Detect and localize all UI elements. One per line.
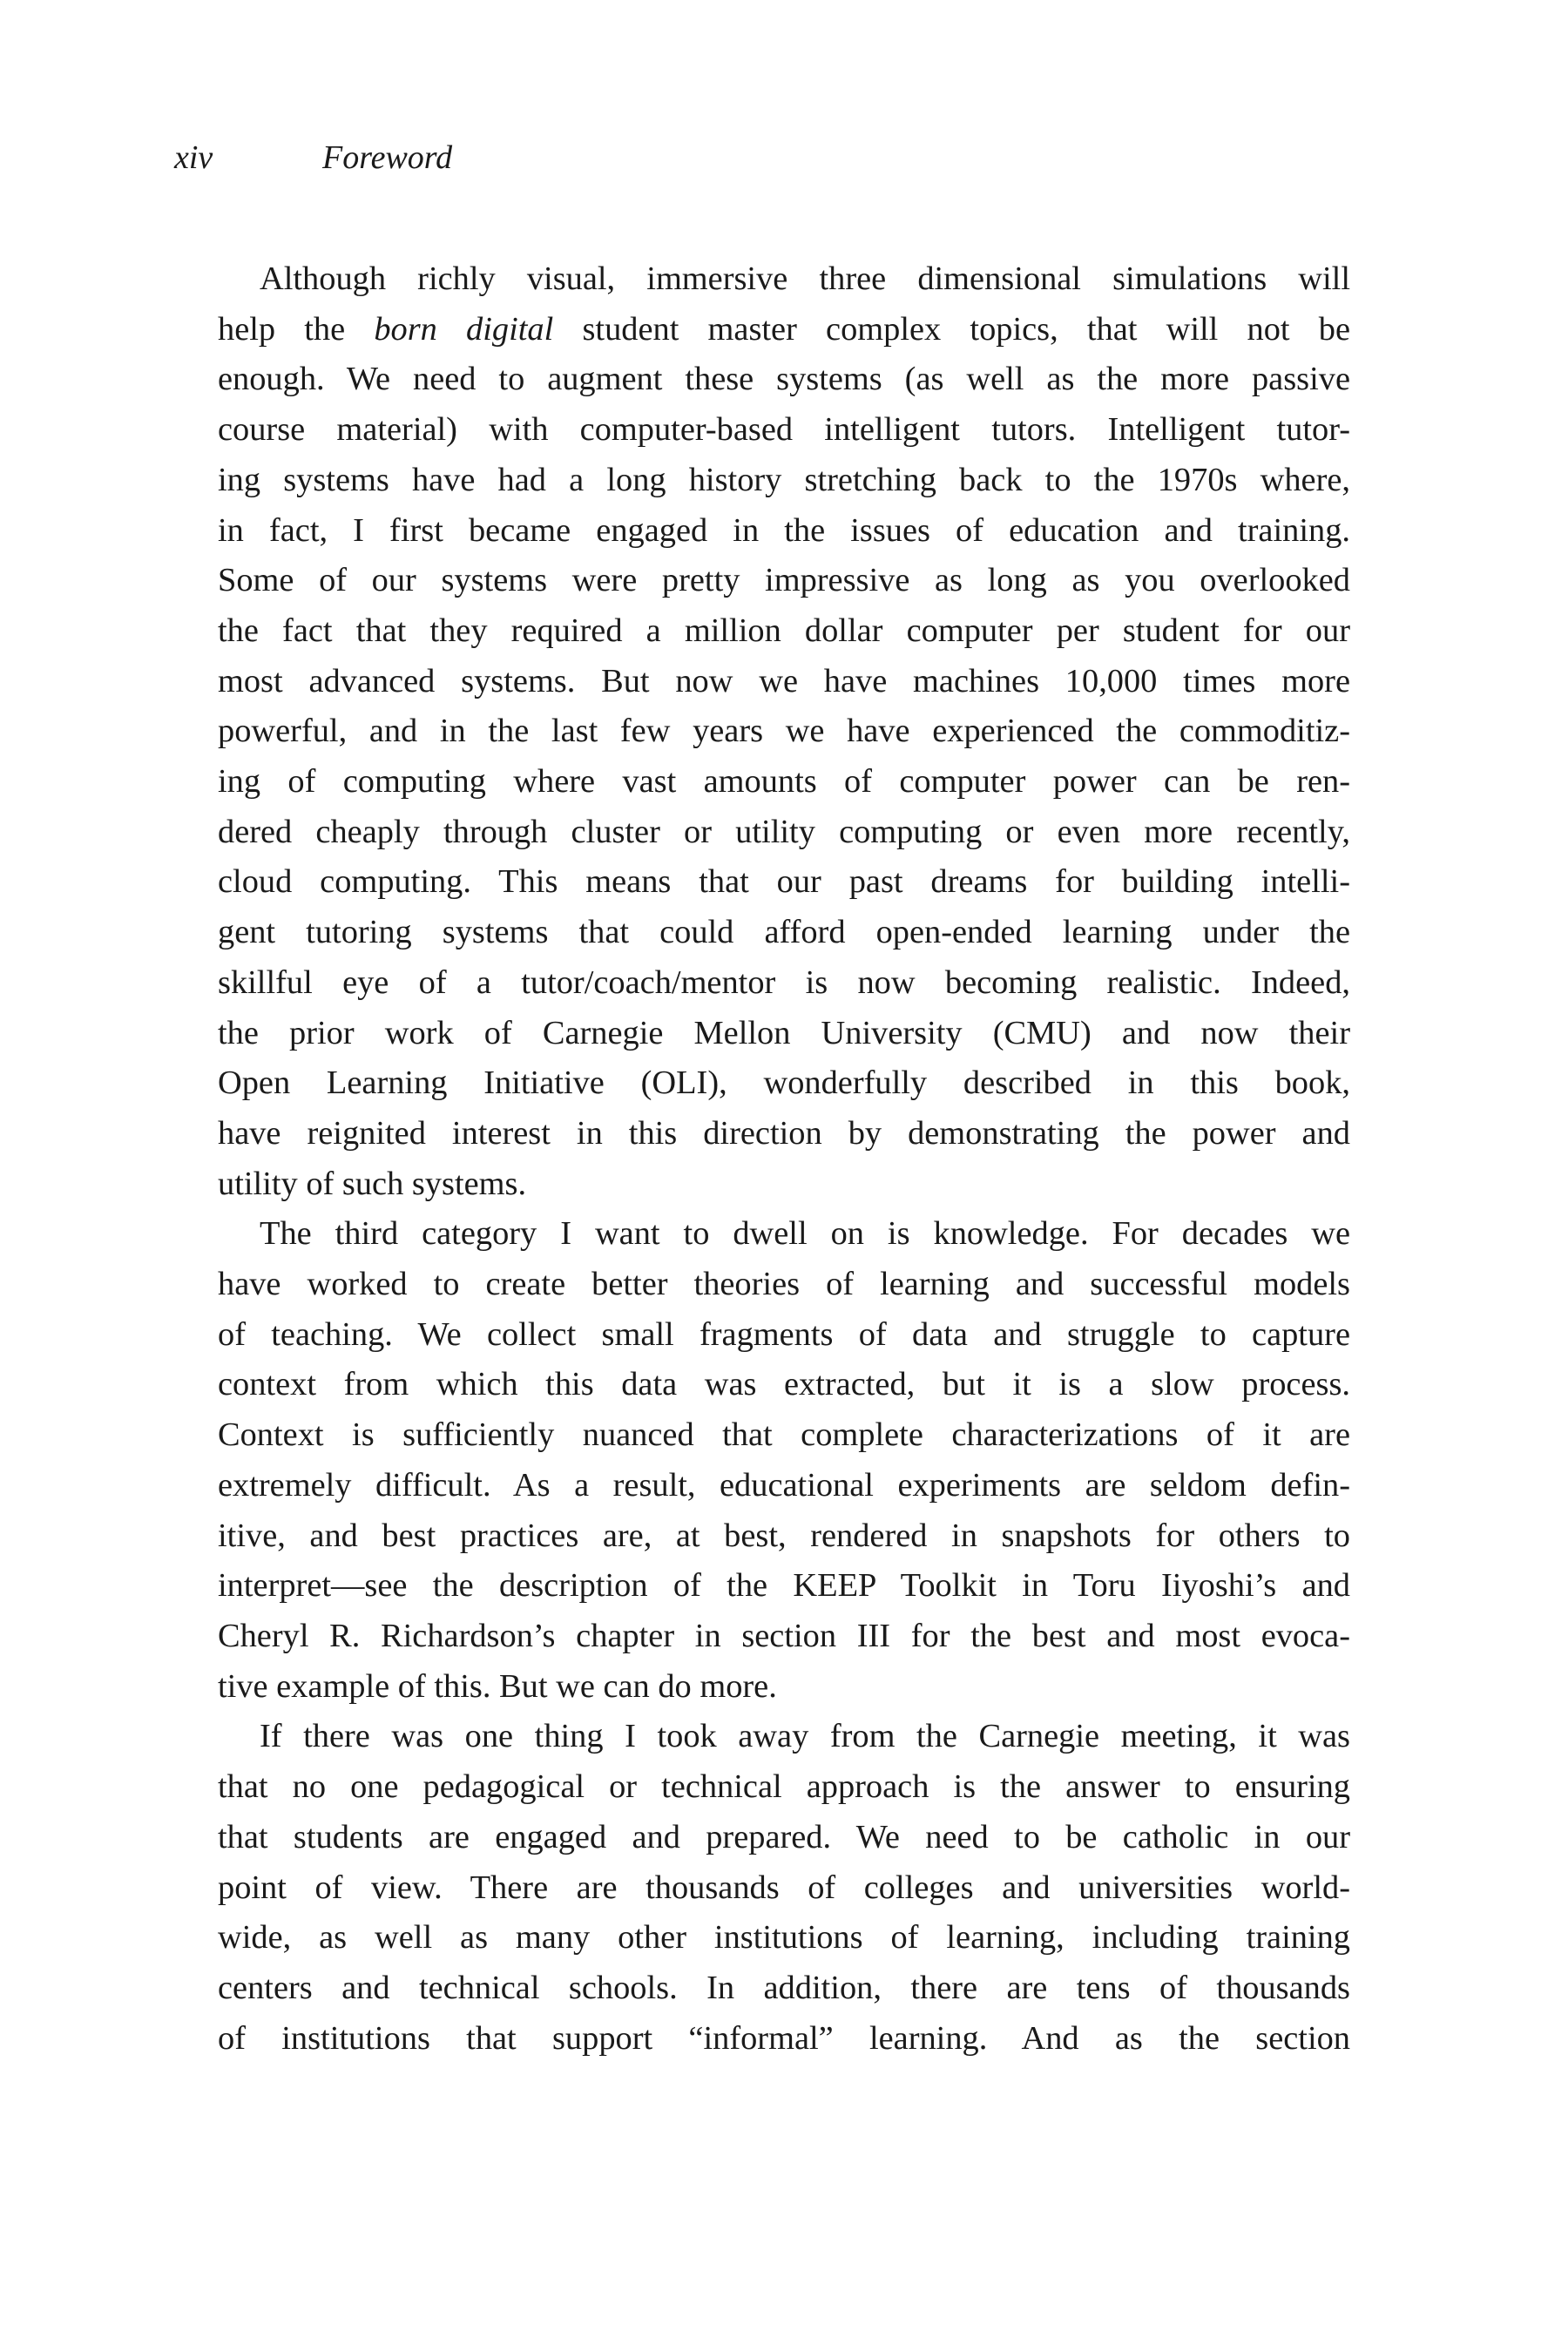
text-line: most advanced systems. But now we have machines 10,000 times more xyxy=(218,662,1350,700)
text-line: The third category I want to dwell on is knowledge. For decades we xyxy=(260,1215,1350,1253)
emphasis: born digital xyxy=(374,310,554,348)
text-line: enough. We need to augment these systems (as well as the more passive xyxy=(218,361,1350,398)
running-head-title: Foreword xyxy=(322,139,453,176)
text-line: skillful eye of a tutor/coach/mentor is now becoming realistic. Indeed, xyxy=(218,963,1350,1001)
text-line: Context is sufficiently nuanced that complete characterizations of it are xyxy=(218,1416,1350,1454)
text-line: in fact, I first became engaged in the issues of education and training. xyxy=(218,511,1350,549)
text-line: Although richly visual, immersive three dimensional simulations will xyxy=(260,260,1350,297)
text-line: centers and technical schools. In addition, there are tens of thousands xyxy=(218,1969,1350,2006)
text-line: cloud computing. This means that our past dreams for building intelli- xyxy=(218,863,1350,901)
text-line: ing systems have had a long history stretching back to the 1970s where, xyxy=(218,461,1350,498)
text-line: wide, as well as many other institutions of learning, including training xyxy=(218,1919,1350,1957)
text-line: gent tutoring systems that could afford open-ended learning under the xyxy=(218,914,1350,951)
text-line: of institutions that support “informal” learning. And as the section xyxy=(218,2019,1350,2057)
text-line: dered cheaply through cluster or utility computing or even more recently, xyxy=(218,813,1350,850)
paragraph xyxy=(218,254,1350,1209)
text-line: extremely difficult. As a result, educational experiments are seldom defin- xyxy=(218,1466,1350,1504)
text-line: that no one pedagogical or technical approach is the answer to ensuring xyxy=(218,1768,1350,1806)
text-line: If there was one thing I took away from the Carnegie meeting, it was xyxy=(260,1718,1350,1755)
text-line: that students are engaged and prepared. We need to be catholic in our xyxy=(218,1818,1350,1855)
text-line: context from which this data was extracted, but it is a slow process. xyxy=(218,1366,1350,1403)
text-line: have worked to create better theories of learning and successful models xyxy=(218,1266,1350,1303)
text-line: point of view. There are thousands of colleges and universities world- xyxy=(218,1869,1350,1906)
body-text xyxy=(218,254,1350,2064)
page-number: xiv xyxy=(174,139,213,176)
paragraph xyxy=(218,1209,1350,1712)
text-line: of teaching. We collect small fragments of data and struggle to capture xyxy=(218,1315,1350,1353)
paragraph xyxy=(218,1712,1350,2064)
text-line: the prior work of Carnegie Mellon University (CMU) and now their xyxy=(218,1014,1350,1051)
text-line: Cheryl R. Richardson’s chapter in section III for the best and most evoca- xyxy=(218,1617,1350,1654)
text-line: course material) with computer-based intelligent tutors. Intelligent tutor- xyxy=(218,411,1350,449)
text-line: Open Learning Initiative (OLI), wonderfully described in this book, xyxy=(218,1064,1350,1102)
text-line: powerful, and in the last few years we have experienced the commoditiz- xyxy=(218,713,1350,750)
text-line: have reignited interest in this direction by demonstrating the power and xyxy=(218,1114,1350,1152)
running-head xyxy=(174,141,452,174)
text-line: itive, and best practices are, at best, rendered in snapshots for others to xyxy=(218,1517,1350,1554)
text-line: utility of such systems. xyxy=(218,1165,527,1202)
text-line: tive example of this. But we can do more. xyxy=(218,1667,777,1705)
text-line: help the born digital student master complex topics, that will not be xyxy=(218,310,1350,348)
text-line: ing of computing where vast amounts of computer power can be ren- xyxy=(218,763,1350,801)
text-line: the fact that they required a million dollar computer per student for our xyxy=(218,612,1350,649)
text-line: Some of our systems were pretty impressive as long as you overlooked xyxy=(218,562,1350,599)
text-line: interpret—see the description of the KEEP Toolkit in Toru Iiyoshi’s and xyxy=(218,1567,1350,1605)
